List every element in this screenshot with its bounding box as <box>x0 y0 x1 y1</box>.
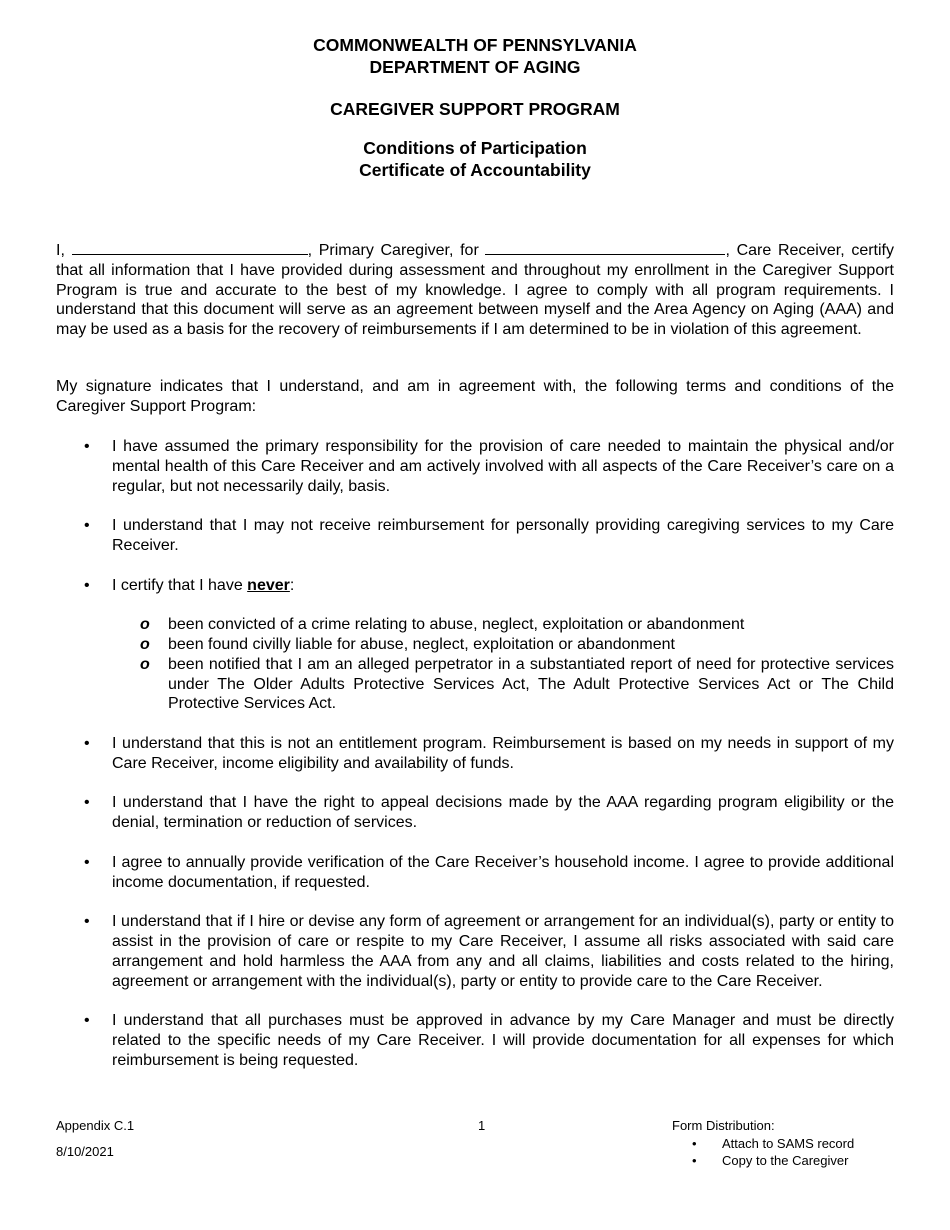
term-item <box>56 437 894 496</box>
term-text: I understand that I have the right to appeal decisions made by the AAA regarding program eligibility or the denial, termination or reduction of services. <box>112 794 894 832</box>
page-number: 1 <box>478 1118 486 1133</box>
term-item <box>56 912 894 991</box>
distribution-item-text: Copy to the Caregiver <box>722 1153 849 1168</box>
sub-item <box>112 655 894 714</box>
bullet-icon: • <box>84 438 90 455</box>
never-sublist <box>112 615 894 714</box>
terms-list <box>56 437 894 1090</box>
term-item <box>56 734 894 774</box>
term-text: I understand that all purchases must be approved in advance by my Care Manager and must be directly related to the specific needs of my Care Receiver. I will provide documentation for all expenses for which reimbursement is being requested. <box>112 1012 894 1069</box>
never-emphasis: never <box>247 576 290 594</box>
document-header-agency <box>0 34 950 78</box>
sub-item <box>112 615 894 635</box>
intro-text-1: I, <box>56 242 72 259</box>
sub-item <box>112 635 894 655</box>
footer-appendix: Appendix C.1 <box>56 1118 135 1133</box>
term-text: I understand that if I hire or devise any form of agreement or arrangement for an individual(s), party or entity to assist in the provision of care or respite to my Care Receiver, I assume all risks associated with said care arrangement and hold harmless the AAA from any and all claims, liabilities and costs related to the hiring, agreement or arrangement with the individual(s), party or entity to provide care to the Care Receiver. <box>112 913 894 990</box>
signature-statement: My signature indicates that I understand, and am in agreement with, the following terms and conditions of the Caregiver Support Program: <box>56 378 894 415</box>
bullet-icon: • <box>84 734 90 752</box>
bullet-icon: • <box>84 517 90 535</box>
bullet-icon: • <box>84 576 90 594</box>
intro-text-3: , Care Receiver, certify that all information that I have provided during assessment and throughout my enrollment in the Caregiver Support Program is true and accurate to the best of my knowledge. I agree to comply with all program requirements. I understand that this document will serve as an agreement between myself and the Area Agency on Aging (AAA) and may be used as a basis for the recovery of reimbursements if I am determined to be in violation of this agreement. <box>56 242 894 339</box>
title-line-1: Conditions of Participation <box>363 138 587 158</box>
intro-text-2: , Primary Caregiver, for <box>307 242 486 259</box>
term-text: I understand that this is not an entitlement program. Reimbursement is based on my needs in support of my Care Receiver, income eligibility and availability of funds. <box>112 734 894 772</box>
term-text: I certify that I have <box>112 576 248 594</box>
sub-item-text: been found civilly liable for abuse, neglect, exploitation or abandonment <box>168 635 675 653</box>
term-text: I understand that I may not receive reimbursement for personally providing caregiving services to my Care Receiver. <box>112 517 894 554</box>
term-item-never <box>56 576 894 715</box>
program-name: CAREGIVER SUPPORT PROGRAM <box>330 99 620 119</box>
document-title <box>0 137 950 181</box>
term-item <box>56 1011 894 1070</box>
bullet-icon: • <box>692 1136 697 1151</box>
distribution-label: Form Distribution: <box>672 1118 775 1133</box>
footer-date: 8/10/2021 <box>56 1144 114 1159</box>
intro-paragraph <box>56 240 894 340</box>
bullet-icon: • <box>84 853 90 871</box>
hollow-circle-bullet-icon: o <box>140 635 150 653</box>
agency-line-2: DEPARTMENT OF AGING <box>369 57 581 77</box>
care-receiver-blank[interactable] <box>485 240 725 255</box>
term-item <box>56 853 894 893</box>
distribution-item-text: Attach to SAMS record <box>722 1136 855 1151</box>
sub-item-text: been notified that I am an alleged perpetrator in a substantiated report of need for protective services under The Older Adults Protective Services Act, The Adult Protective Services Act or The Child Protective Services Act. <box>168 655 894 713</box>
term-text-suffix: : <box>289 576 295 594</box>
term-item <box>56 793 894 833</box>
hollow-circle-bullet-icon: o <box>140 655 150 673</box>
hollow-circle-bullet-icon: o <box>140 616 150 634</box>
term-item <box>56 516 894 556</box>
term-text: I have assumed the primary responsibility for the provision of care needed to maintain the physical and/or mental health of this Care Receiver and am actively involved with all aspects of the Care Receiver’s care on a regular, but not necessarily daily, basis. <box>112 438 894 495</box>
agency-line-1: COMMONWEALTH OF PENNSYLVANIA <box>313 35 637 55</box>
sub-item-text: been convicted of a crime relating to abuse, neglect, exploitation or abandonment <box>168 616 745 634</box>
form-distribution <box>672 1118 854 1169</box>
bullet-icon: • <box>692 1153 697 1168</box>
term-text: I agree to annually provide verification of the Care Receiver’s household income. I agree to provide additional income documentation, if requested. <box>112 853 894 891</box>
bullet-icon: • <box>84 794 90 812</box>
primary-caregiver-blank[interactable] <box>72 240 308 255</box>
distribution-list <box>672 1135 854 1169</box>
title-line-2: Certificate of Accountability <box>359 160 591 180</box>
distribution-item <box>672 1135 854 1152</box>
bullet-icon: • <box>84 1012 90 1030</box>
distribution-item <box>672 1152 854 1169</box>
bullet-icon: • <box>84 913 90 931</box>
